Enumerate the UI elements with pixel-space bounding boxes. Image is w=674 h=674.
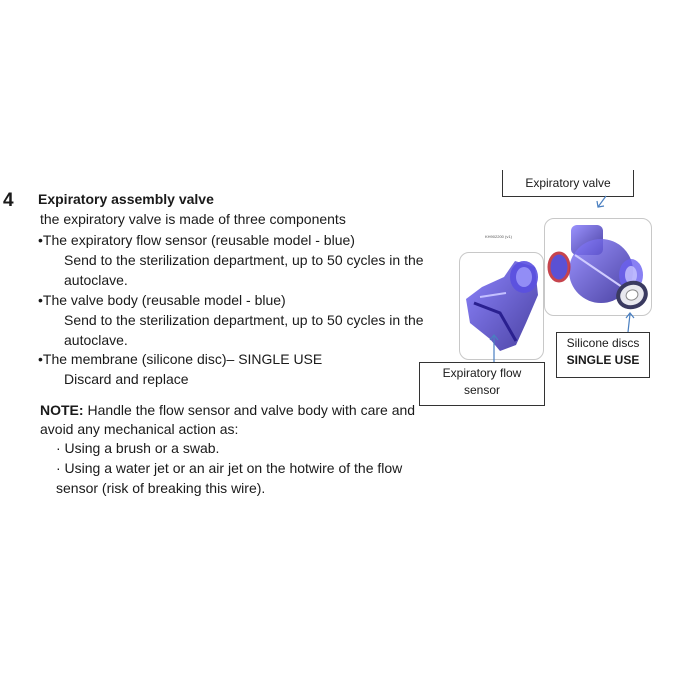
bullet: • — [38, 232, 43, 248]
part-code: KH902200 (v1) — [485, 234, 512, 239]
list-item-detail: autoclave. — [64, 332, 128, 348]
list-item-label: The valve body (reusable model - blue) — [42, 292, 286, 308]
list-item-detail: Discard and replace — [64, 371, 189, 387]
bullet: • — [38, 351, 43, 367]
list-item-detail: autoclave. — [64, 272, 128, 288]
valve-arrow — [598, 196, 606, 207]
note-point: sensor (risk of breaking this wire). — [56, 480, 266, 496]
callout-label: Expiratory flow — [442, 366, 522, 380]
list-item-label: The membrane (silicone disc)– SINGLE USE — [42, 351, 323, 367]
note-label: NOTE: — [40, 402, 84, 418]
callout-label: Silicone discs — [566, 336, 640, 350]
list-item-label: The expiratory flow sensor (reusable model - blue) — [42, 232, 355, 248]
callout-label: SINGLE USE — [566, 353, 640, 367]
note-text: Handle the flow sensor and valve body with care and — [83, 402, 416, 418]
disc-arrow — [628, 314, 630, 332]
note-point: · Using a water jet or an air jet on the hotwire of the flow — [56, 460, 403, 476]
section-title: Expiratory assembly valve — [38, 191, 214, 207]
note-point: · Using a brush or a swab. — [56, 440, 220, 456]
intro-text: the expiratory valve is made of three components — [40, 211, 346, 227]
section-number: 4 — [3, 190, 14, 211]
list-item-detail: Send to the sterilization department, up to 50 cycles in the — [64, 312, 424, 328]
callout-label: sensor — [463, 383, 501, 397]
callout-label: Expiratory valve — [525, 176, 611, 190]
bullet: • — [38, 292, 43, 308]
list-item-detail: Send to the sterilization department, up to 50 cycles in the — [64, 252, 424, 268]
note-text: avoid any mechanical action as: — [40, 421, 239, 437]
